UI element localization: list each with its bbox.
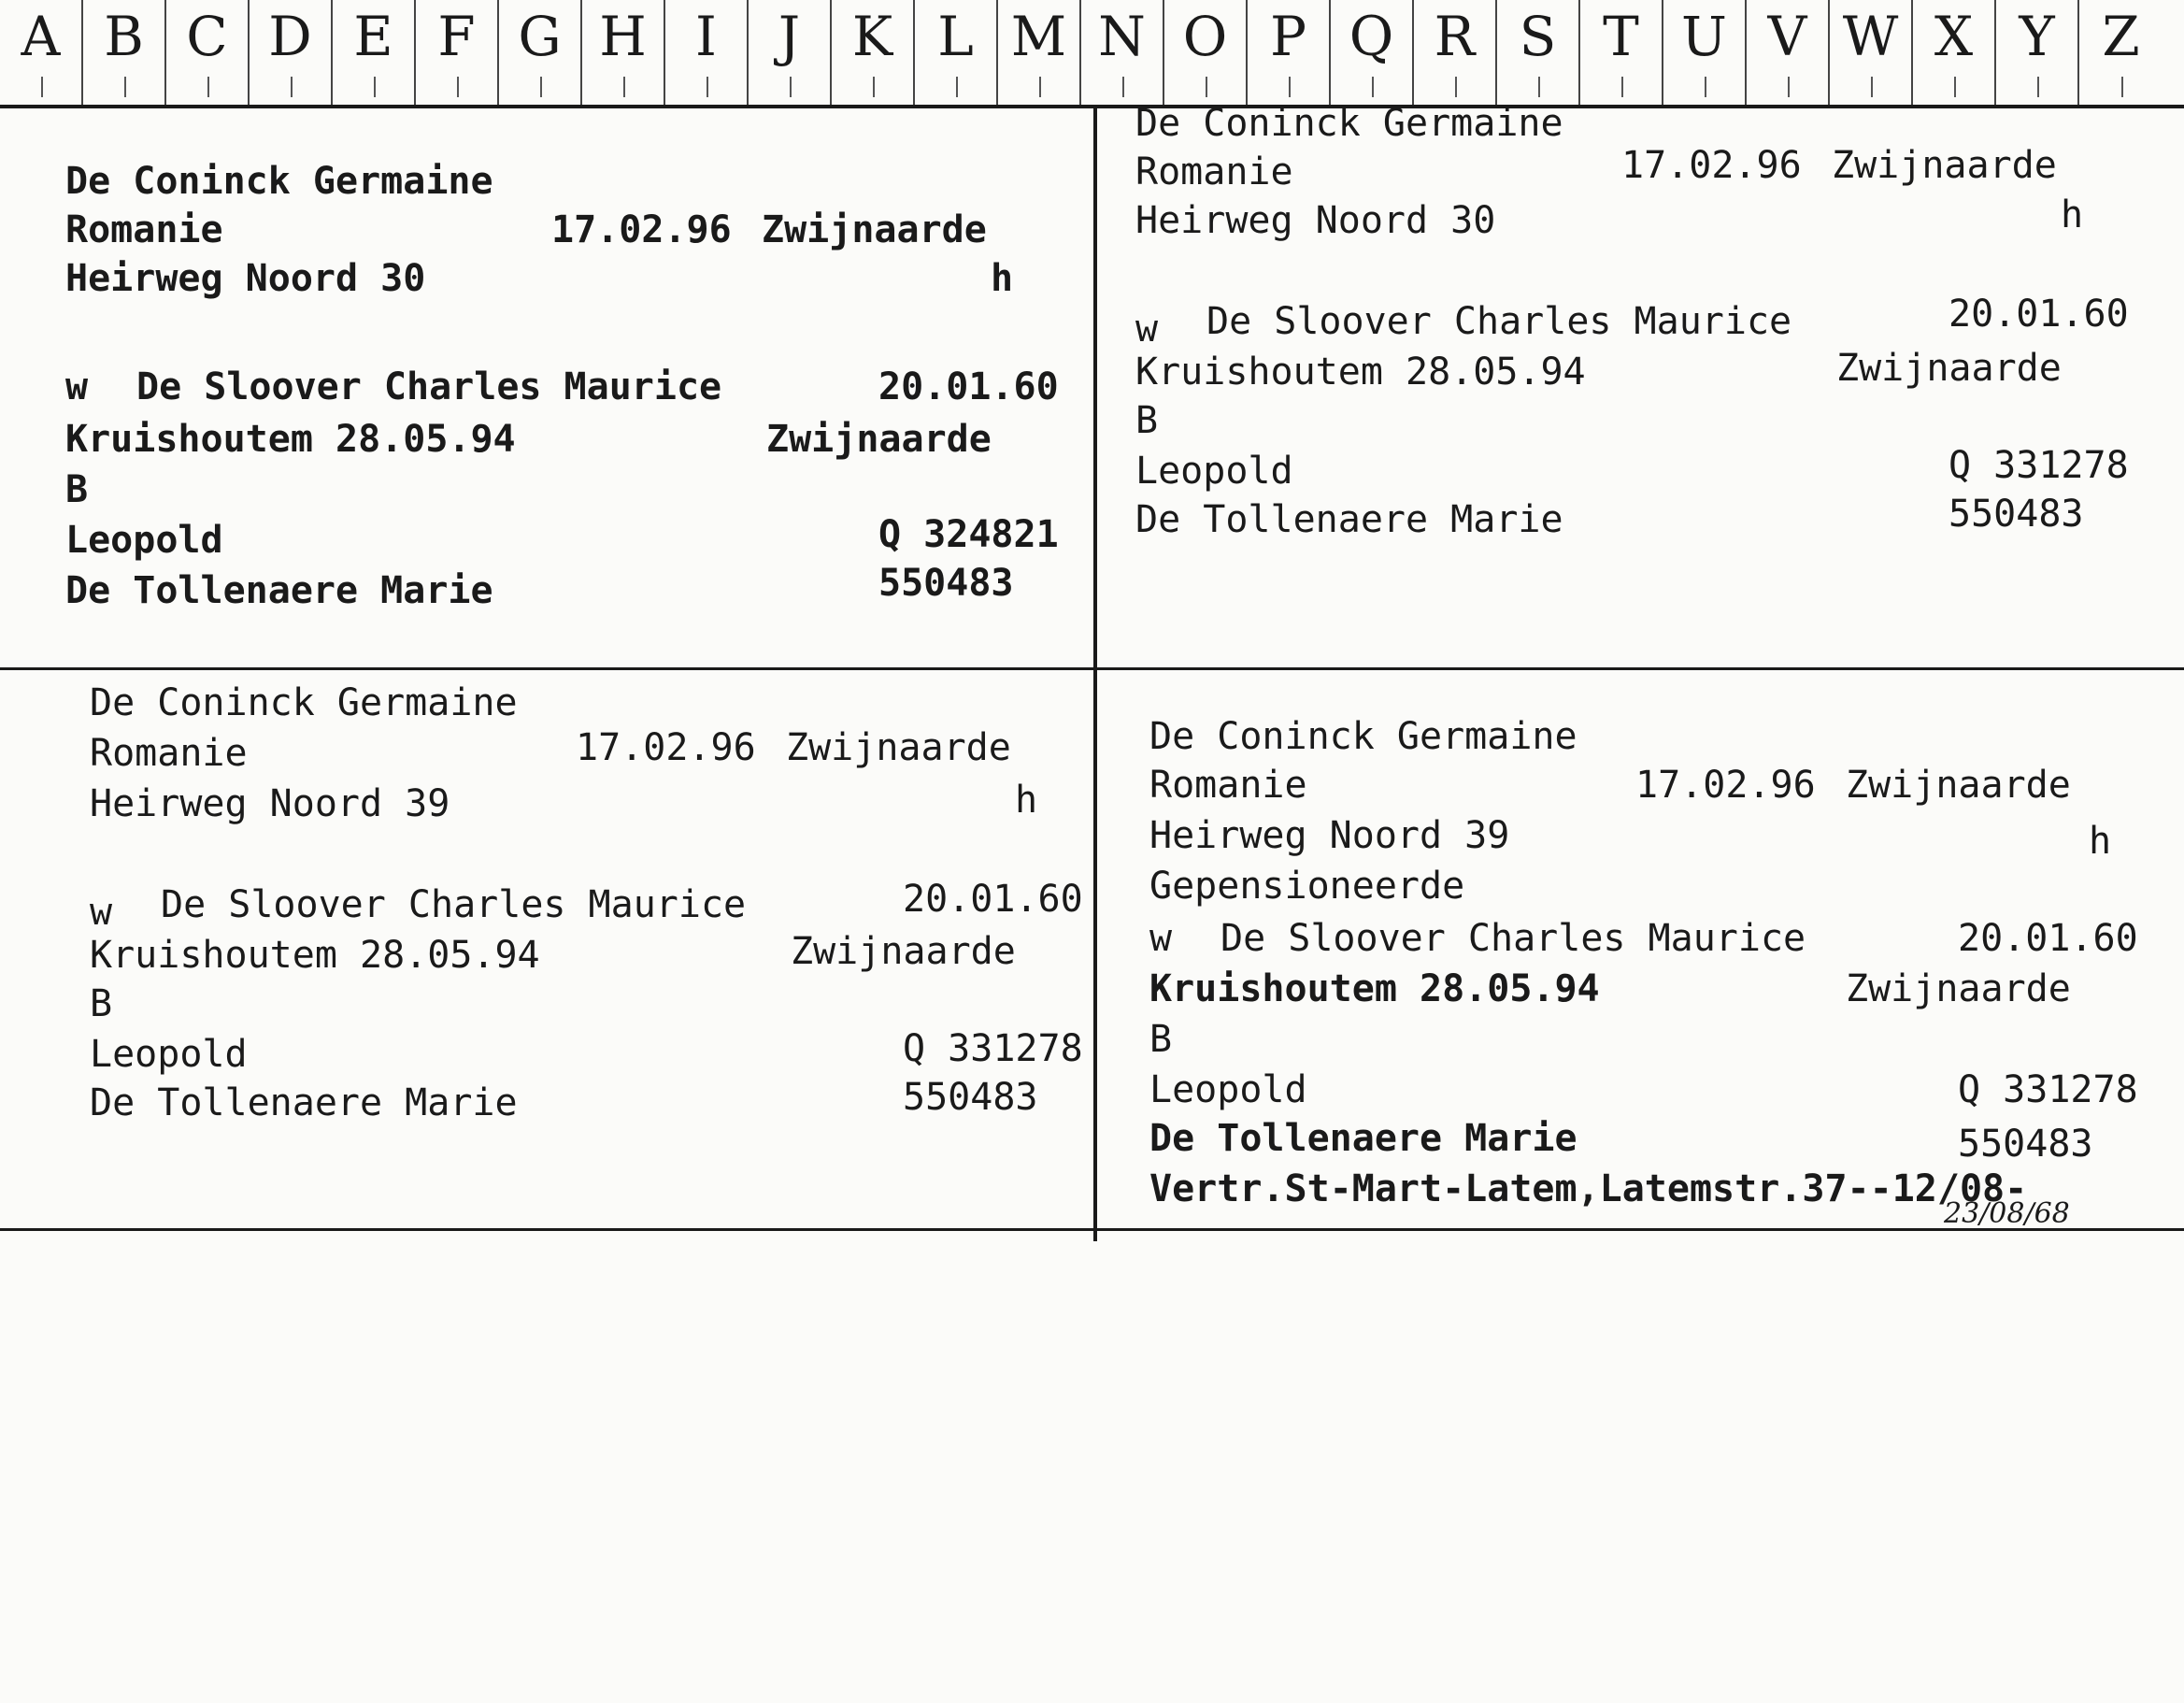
card-number: 550483 <box>903 1076 1038 1119</box>
card-spouse-birth: Kruishoutem 28.05.94 <box>90 934 540 977</box>
card-code: h <box>1015 779 1038 822</box>
card-birth-place: Zwijnaarde <box>786 726 1011 769</box>
card-father: Leopold <box>65 519 223 562</box>
index-letter-o: O <box>1164 0 1248 105</box>
index-letter-l: L <box>915 0 998 105</box>
card-first-names: Romanie <box>65 208 223 251</box>
index-letter-k: K <box>832 0 915 105</box>
card-spouse-birth: Kruishoutem 28.05.94 <box>65 418 516 461</box>
card-first-names: Romanie <box>90 732 248 775</box>
card-nationality: B <box>1149 1018 1173 1061</box>
card-spouse-prefix: w <box>1149 917 1173 960</box>
card-marriage-place: Zwijnaarde <box>1846 967 2071 1010</box>
card-marriage-place: Zwijnaarde <box>1836 347 2062 390</box>
index-letter-v: V <box>1747 0 1830 105</box>
row-divider-lower <box>0 1228 2184 1231</box>
card-first-names: Romanie <box>1135 150 1293 193</box>
alphabet-index-strip <box>0 0 2184 108</box>
card-name: De Coninck Germaine <box>90 681 518 724</box>
card-code: h <box>2089 820 2112 863</box>
card-spouse: De Sloover Charles Maurice <box>161 883 747 926</box>
index-letter-t: T <box>1580 0 1663 105</box>
card-birth-date: 17.02.96 <box>551 208 732 251</box>
register-card-3 <box>90 679 1083 1521</box>
index-letter-m: M <box>998 0 1081 105</box>
index-letter-g: G <box>499 0 582 105</box>
card-first-names: Romanie <box>1149 764 1307 807</box>
card-id-number: Q 331278 <box>903 1027 1083 1070</box>
index-letter-d: D <box>250 0 333 105</box>
index-letter-x: X <box>1913 0 1996 105</box>
index-letter-u: U <box>1663 0 1747 105</box>
index-letter-i: I <box>665 0 749 105</box>
card-name: De Coninck Germaine <box>1135 102 1563 145</box>
card-spouse-prefix: w <box>65 365 89 408</box>
card-name: De Coninck Germaine <box>65 160 493 203</box>
card-number: 550483 <box>1948 493 2084 536</box>
card-remark: Vertr.St-Mart-Latem,Latemstr.37--12/08- <box>1149 1167 2028 1210</box>
card-mother: De Tollenaere Marie <box>90 1081 518 1124</box>
card-address: Heirweg Noord 39 <box>90 782 450 825</box>
card-marriage-place: Zwijnaarde <box>766 418 992 461</box>
index-letter-w: W <box>1830 0 1913 105</box>
card-spouse-prefix: w <box>1135 308 1159 351</box>
card-handwritten-date: 23/08/68 <box>1944 1197 2070 1230</box>
card-mother: De Tollenaere Marie <box>1149 1117 1577 1160</box>
index-letter-j: J <box>749 0 832 105</box>
card-father: Leopold <box>1149 1068 1307 1111</box>
card-birth-date: 17.02.96 <box>1635 764 1816 807</box>
card-code: h <box>991 257 1014 300</box>
card-nationality: B <box>1135 399 1159 442</box>
card-marriage-place: Zwijnaarde <box>791 930 1016 973</box>
index-letter-p: P <box>1248 0 1331 105</box>
index-letter-y: Y <box>1996 0 2079 105</box>
index-letter-a: A <box>0 0 83 105</box>
card-status: Gepensioneerde <box>1149 865 1465 908</box>
card-name: De Coninck Germaine <box>1149 715 1577 758</box>
card-birth-place: Zwijnaarde <box>1846 764 2071 807</box>
card-birth-place: Zwijnaarde <box>1832 144 2057 187</box>
card-spouse-birth: Kruishoutem 28.05.94 <box>1149 967 1600 1010</box>
card-address: Heirweg Noord 30 <box>65 257 426 300</box>
index-letter-q: Q <box>1331 0 1414 105</box>
card-id-number: Q 331278 <box>1948 444 2129 487</box>
index-letter-r: R <box>1414 0 1497 105</box>
card-id-number: Q 331278 <box>1958 1068 2138 1111</box>
index-letter-b: B <box>83 0 166 105</box>
card-address: Heirweg Noord 30 <box>1135 199 1496 242</box>
index-letter-c: C <box>166 0 250 105</box>
card-id-number: Q 324821 <box>878 513 1059 556</box>
card-father: Leopold <box>1135 450 1293 493</box>
card-birth-date: 17.02.96 <box>1621 144 1802 187</box>
card-spouse: De Sloover Charles Maurice <box>1206 300 1792 343</box>
card-nationality: B <box>90 982 113 1025</box>
index-letter-n: N <box>1081 0 1164 105</box>
card-number: 550483 <box>1958 1123 2093 1166</box>
card-spouse: De Sloover Charles Maurice <box>1220 917 1806 960</box>
index-letter-e: E <box>333 0 416 105</box>
index-letter-f: F <box>416 0 499 105</box>
register-card-4 <box>1149 712 2138 1703</box>
card-father: Leopold <box>90 1033 248 1076</box>
column-divider <box>1093 105 1097 1241</box>
card-marriage-date: 20.01.60 <box>1958 917 2138 960</box>
card-nationality: B <box>65 468 89 511</box>
card-mother: De Tollenaere Marie <box>65 569 493 612</box>
card-spouse-birth: Kruishoutem 28.05.94 <box>1135 351 1586 394</box>
card-mother: De Tollenaere Marie <box>1135 498 1563 541</box>
row-divider-upper <box>0 667 2184 670</box>
card-code: h <box>2061 193 2084 236</box>
card-number: 550483 <box>878 562 1014 605</box>
card-address: Heirweg Noord 39 <box>1149 814 1510 857</box>
card-spouse-prefix: w <box>90 891 113 934</box>
index-letter-s: S <box>1497 0 1580 105</box>
card-spouse: De Sloover Charles Maurice <box>136 365 722 408</box>
card-birth-date: 17.02.96 <box>576 726 756 769</box>
index-letter-z: Z <box>2079 0 2163 105</box>
index-letter-h: H <box>582 0 665 105</box>
card-birth-place: Zwijnaarde <box>762 208 987 251</box>
card-marriage-date: 20.01.60 <box>1948 293 2129 336</box>
card-marriage-date: 20.01.60 <box>903 878 1083 921</box>
card-marriage-date: 20.01.60 <box>878 365 1059 408</box>
